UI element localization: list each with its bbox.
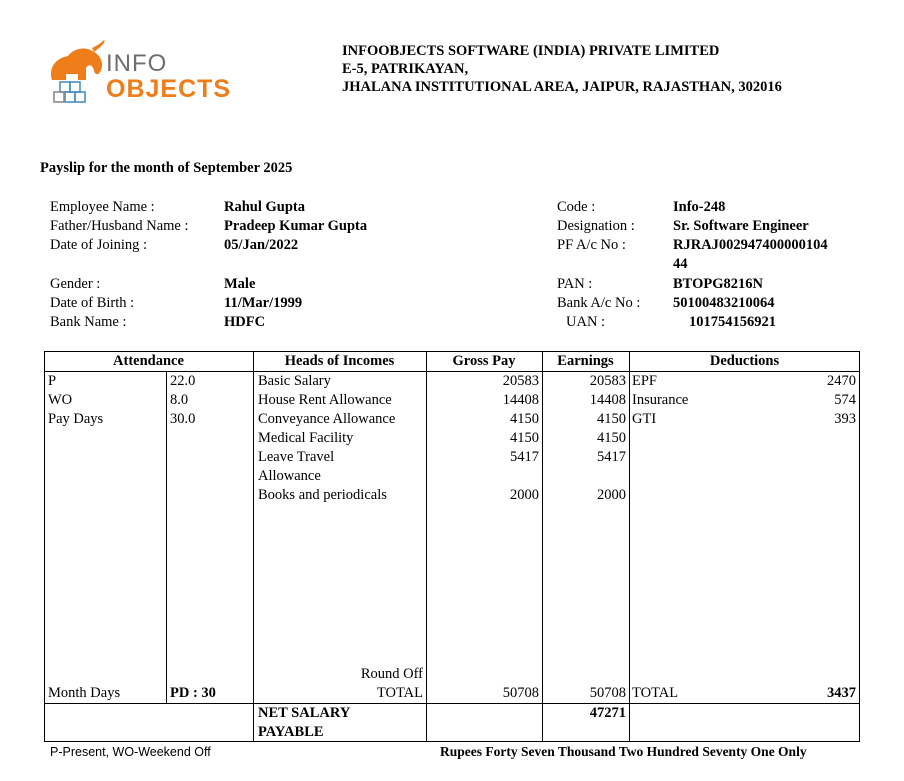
deduction-amount: 393 [834, 411, 856, 427]
income-head: Medical Facility [258, 430, 354, 446]
bank-account-value: 50100483210064 [673, 295, 775, 311]
deductions-total-label: TOTAL [632, 685, 679, 701]
income-earning: 14408 [589, 392, 626, 408]
deduction-amount: 2470 [827, 373, 856, 389]
doj-label: Date of Joining : [50, 237, 148, 253]
uan-value: 101754156921 [689, 314, 776, 330]
logo-word-info: INFO [106, 50, 168, 77]
attendance-label: Pay Days [48, 411, 104, 427]
attendance-legend: P-Present, WO-Weekend Off [50, 745, 211, 759]
income-earning: 4150 [597, 411, 626, 427]
employee-name-label: Employee Name : [50, 199, 155, 215]
attendance-col-divider [166, 371, 167, 704]
income-gross: 14408 [502, 392, 539, 408]
uan-label: UAN : [566, 314, 606, 330]
attendance-value: 8.0 [170, 392, 189, 408]
designation-value: Sr. Software Engineer [673, 218, 809, 234]
income-gross: 20583 [502, 373, 539, 389]
company-address-line1: E-5, PATRIKAYAN, [342, 61, 469, 77]
table-border-left [44, 351, 45, 742]
employee-info [0, 0, 904, 340]
deduction-head: GTI [632, 411, 657, 427]
income-earning: 2000 [597, 487, 626, 503]
income-head-continued: Allowance [258, 468, 321, 484]
pf-value-line2: 44 [673, 256, 688, 272]
income-total-label: TOTAL [376, 685, 423, 701]
income-earning: 4150 [597, 430, 626, 446]
header-attendance: Attendance [113, 353, 184, 369]
table-border-right [859, 351, 860, 742]
company-address-line2: JHALANA INSTITUTIONAL AREA, JAIPUR, RAJASTHAN, 302016 [342, 79, 782, 95]
income-head: Basic Salary [258, 373, 331, 389]
deduction-head: EPF [632, 373, 657, 389]
deduction-amount: 574 [834, 392, 856, 408]
attendance-label: WO [48, 392, 73, 408]
designation-label: Designation : [557, 218, 635, 234]
pan-label: PAN : [557, 276, 593, 292]
bank-name-label: Bank Name : [50, 314, 127, 330]
amount-in-words: Rupees Forty Seven Thousand Two Hundred Seventy One Only [440, 744, 807, 759]
income-head: Leave Travel [258, 449, 335, 465]
income-gross: 4150 [510, 411, 539, 427]
deduction-head: Insurance [632, 392, 689, 408]
dob-label: Date of Birth : [50, 295, 135, 311]
payslip-title: Payslip for the month of September 2025 [40, 160, 293, 176]
header-earnings: Earnings [557, 353, 614, 369]
income-earning: 5417 [597, 449, 626, 465]
table-border-bottom [44, 741, 860, 742]
employee-name: Rahul Gupta [224, 199, 305, 215]
gross-total: 50708 [502, 685, 539, 701]
income-gross: 5417 [510, 449, 539, 465]
father-name-label: Father/Husband Name : [50, 218, 189, 234]
income-gross: 2000 [510, 487, 539, 503]
income-head: Books and periodicals [258, 487, 387, 503]
code-value: Info-248 [673, 199, 726, 215]
bank-account-label: Bank A/c No : [557, 295, 641, 311]
logo-word-objects: OBJECTS [106, 75, 232, 103]
attendance-value: 30.0 [170, 411, 196, 427]
bank-name-value: HDFC [224, 314, 266, 330]
month-days-value: PD : 30 [170, 685, 216, 701]
company-name: INFOOBJECTS SOFTWARE (INDIA) PRIVATE LIMITED [342, 43, 720, 59]
header-incomes: Heads of Incomes [284, 353, 395, 369]
income-gross: 4150 [510, 430, 539, 446]
net-salary-label: NET SALARY [258, 705, 351, 721]
header-gross-pay: Gross Pay [452, 353, 516, 369]
gender-value: Male [224, 276, 256, 292]
salary-table [44, 351, 860, 742]
net-salary-amount: 47271 [589, 705, 626, 721]
pan-value: BTOPG8216N [673, 276, 763, 292]
pf-value-line1: RJRAJ002947400000104 [673, 237, 828, 253]
attendance-label: P [48, 373, 57, 389]
income-earning: 20583 [589, 373, 626, 389]
earnings-total: 50708 [589, 685, 626, 701]
net-salary-label-continued: PAYABLE [258, 724, 324, 740]
header-deductions: Deductions [709, 353, 780, 369]
round-off-label: Round Off [360, 666, 423, 682]
deductions-total: 3437 [827, 685, 856, 701]
attendance-value: 22.0 [170, 373, 196, 389]
doj-value: 05/Jan/2022 [224, 237, 299, 253]
pf-label: PF A/c No : [557, 237, 626, 253]
gender-label: Gender : [50, 276, 101, 292]
father-name: Pradeep Kumar Gupta [224, 218, 368, 234]
income-head: House Rent Allowance [258, 392, 392, 408]
month-days-label: Month Days [48, 685, 121, 701]
dob-value: 11/Mar/1999 [224, 295, 303, 311]
income-head: Conveyance Allowance [258, 411, 396, 427]
code-label: Code : [557, 199, 596, 215]
